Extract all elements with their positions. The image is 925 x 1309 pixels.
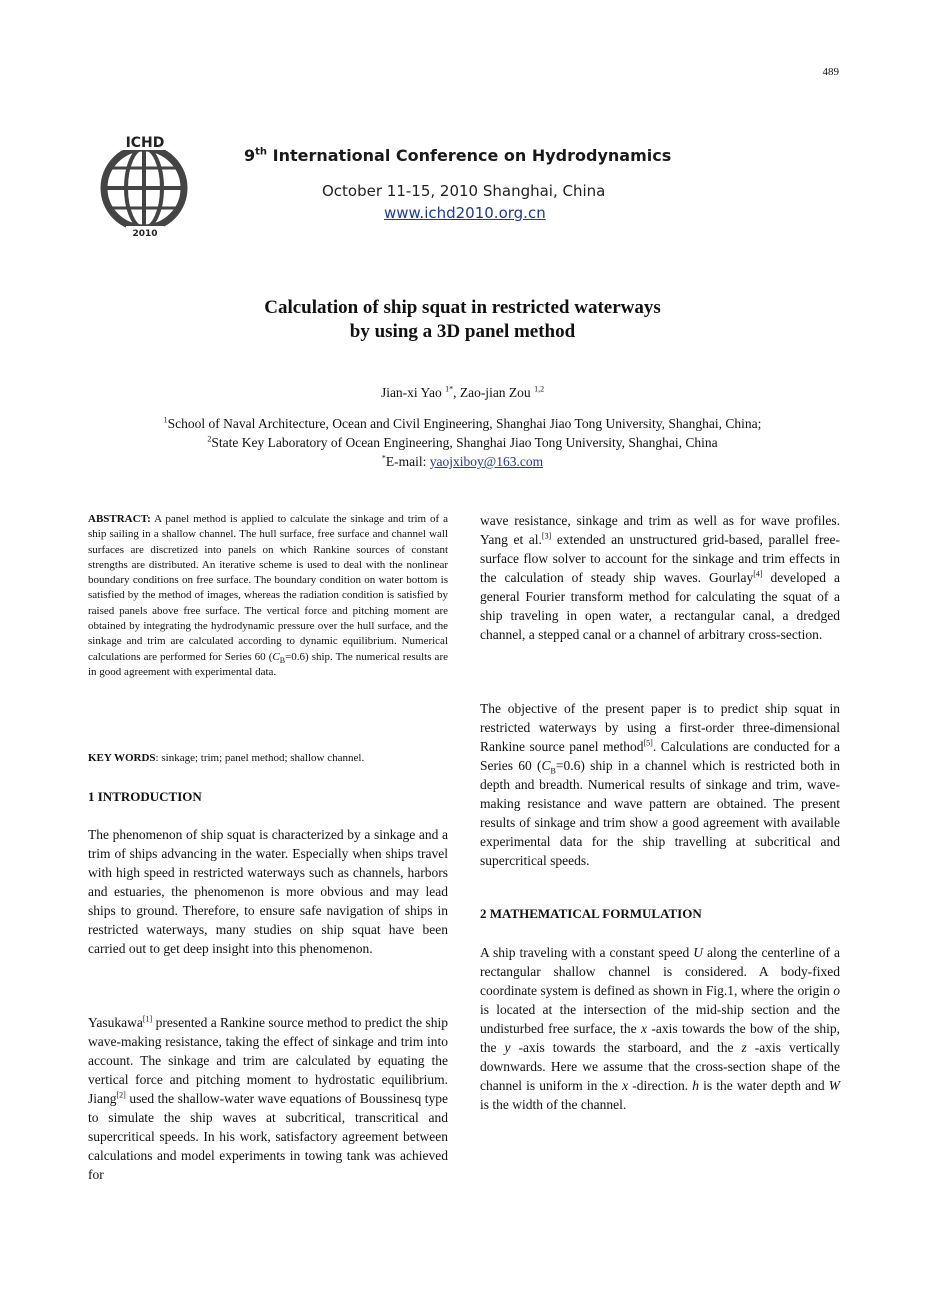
intro-paragraph-1: The phenomenon of ship squat is characterized by a sinkage and a trim of ships advancing in the water. Especially when ships travel with high speed in restricted waterways such as channels, harbors and estuaries, the phenomenon is more obvious and may lead ships to ground. Therefore, to ensure safe navigation of ships in restricted waterways, many studies on ship squat have been carried out to get deep insight into this phenomenon. — [88, 827, 448, 956]
intro-paragraph-2: Yasukawa[1] presented a Rankine source method to predict the ship wave-making resistance, taking the effect of sinkage and trim into account. The sinkage and trim are calculated by equating the vertical force and pitching moment to hydrostatic equilibrium. Jiang[2] used the shallow-water wave equations of Boussinesq type to simulate the ship waves at subcritical, transcritical and supercritical speeds. In his work, satisfactory agreement between calculations and model experiments in towing tank was achieved for — [88, 1014, 449, 1182]
affiliation-2: $^2$State Key Laboratory of Ocean Engineering, Shanghai Jiao Tong University, Shanghai, China — [207, 434, 718, 450]
conference-title: 9th International Conference on Hydrodynamics — [244, 146, 672, 165]
paper-title-line1: Calculation of ship squat in restricted waterways — [264, 297, 661, 318]
keywords: KEY WORDS: sinkage; trim; panel method; shallow channel. — [88, 752, 365, 764]
conference-date: October 11-15, 2010 Shanghai, China — [322, 182, 606, 200]
section-2-heading: 2 MATHEMATICAL FORMULATION — [480, 906, 702, 921]
ichd-logo — [86, 130, 226, 240]
logo-year: 2010 — [132, 229, 158, 239]
author-line: Jian-xi Yao $^{1*}$, Zao-jian Zou $^{1,2}$ — [380, 384, 545, 400]
page-number: 489 — [822, 66, 839, 78]
affiliation-1: $^1$School of Naval Architecture, Ocean and Civil Engineering, Shanghai Jiao Tong University, Shanghai, China; — [163, 415, 762, 431]
conference-url[interactable]: www.ichd2010.org.cn — [384, 204, 546, 222]
section-1-heading: 1 INTRODUCTION — [88, 789, 202, 804]
logo-acronym: ICHD — [125, 135, 165, 151]
intro-paragraph-4: The objective of the present paper is to predict ship squat in restricted waterways by using a first-order three-dimensional Rankine source panel method[5]. Calculations are conducted for a Series 60 $(C_B=0.6)$ ship in a channel which is restricted both in depth and breadth. Numerical results of sinkage and trim, wave-making resistance and wave pattern are obtained. The present results of sinkage and trim show a good agreement with available experimental data for the ship travelling at subcritical and supercritical speeds. — [480, 701, 840, 868]
paper-title-line2: by using a 3D panel method — [349, 321, 576, 342]
email-link[interactable]: yaojxiboy@163.com — [429, 454, 544, 469]
abstract: ABSTRACT: A panel method is applied to calculate the sinkage and trim of a ship sailing in a shallow channel. The hull surface, free surface and channel wall surfaces are discretized into panels on which Rankine sources of constant strengths are distributed. An iterative scheme is used to deal with the nonlinear boundary conditions on free surface. The boundary condition on water bottom is satisfied by the method of images, whereas the radiation condition is satisfied by raised panels above free surface. The vertical force and pitching moment are obtained by integrating the hydrodynamic pressure over the hull surface, and the sinkage and trim are calculated according to dynamic equilibrium. Numerical calculations are performed for Series 60 $(C_B=0.6)$ ship. The numerical results are in good agreement with experimental data. — [88, 513, 448, 678]
intro-paragraph-3: wave resistance, sinkage and trim as well as for wave profiles. Yang et al.[3] extended an unstructured grid-based, parallel free-surface flow solver to account for the sinkage and trim effects in the calculation of steady ship waves. Gourlay[4] developed a general Fourier transform method for calculating the squat of a ship traveling in open water, a rectangular canal, a dredged channel, a stepped canal or a channel of arbitrary cross-section. — [480, 513, 841, 642]
email-line: *E-mail: yaojxiboy@163.com — [381, 453, 544, 469]
formulation-paragraph-1: A ship traveling with a constant speed U along the centerline of a rectangular shallow channel is considered. A body-fixed coordinate system is defined as shown in Fig.1, where the origin o is located at the intersection of the mid-ship section and the undisturbed free surface, the x -axis towards the bow of the ship, the y -axis towards the starboard, and the z -axis vertically downwards. Here we assume that the cross-section shape of the channel is uniform in the x -direction. h is the water depth and W is the width of the channel. — [480, 945, 841, 1112]
